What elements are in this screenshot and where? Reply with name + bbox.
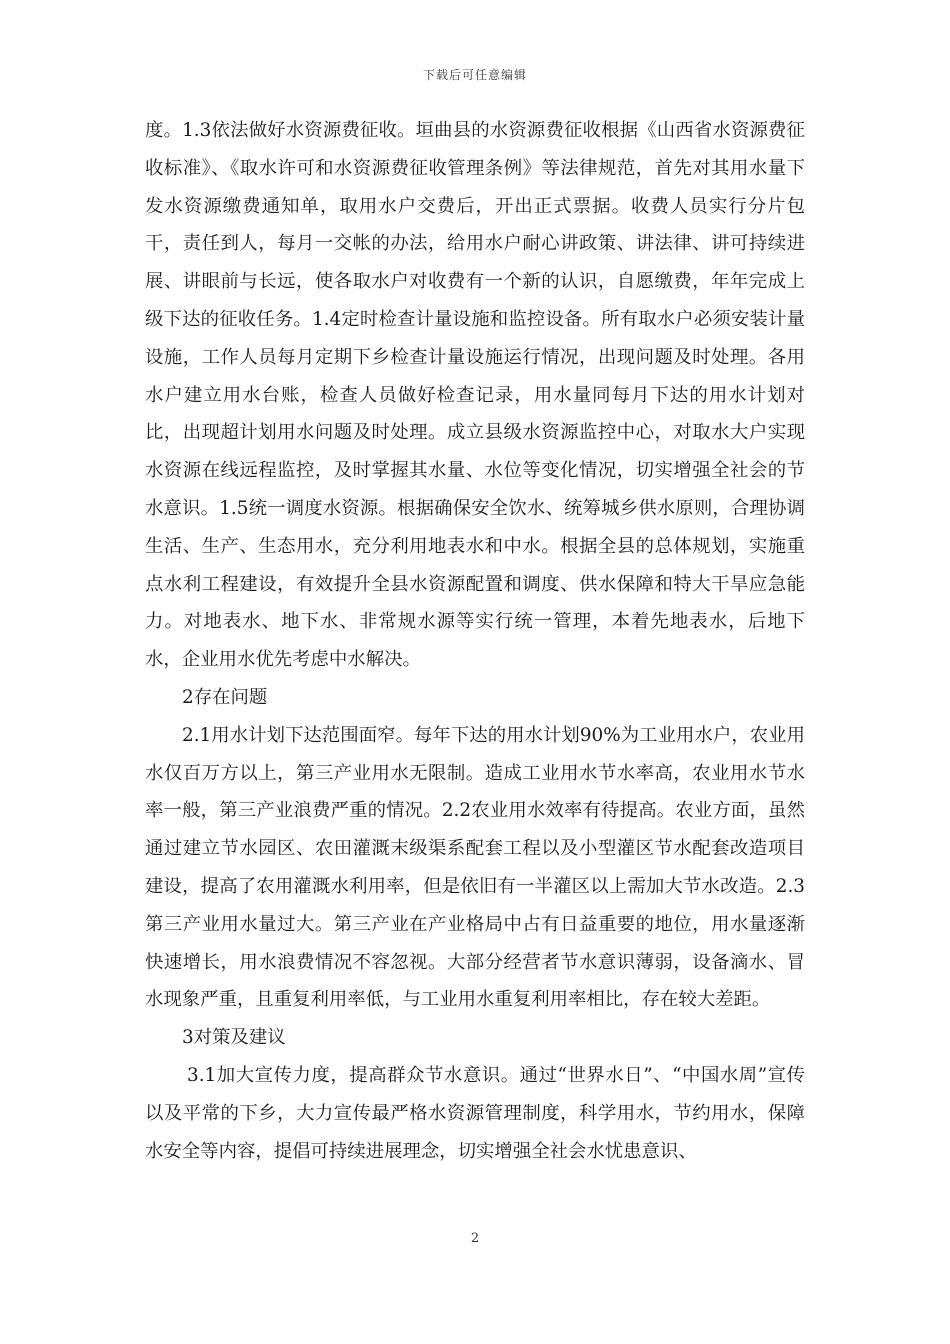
paragraph-section-2: 2.1用水计划下达范围面窄。每年下达的用水计划90%为工业用水户，农业用水仅百万方以上，第三产业用水无限制。造成工业用水节水率高，农业用水节水率一般，第三产业浪费严重的情况。2.2农业用水效率有待提高。农业方面，虽然通过建立节水园区、农田灌溉末级渠系配套工程以及小型灌区节水配套改造项目建设，提高了农用灌溉水利用率，但是依旧有一半灌区以上需加大节水改造。2.3第三产业用水量过大。第三产业在产业格局中占有日益重要的地位，用水量逐渐快速增长，用水浪费情况不容忽视。大部分经营者节水意识薄弱，设备滴水、冒水现象严重，且重复利用率低，与工业用水重复利用率相比，存在较大差距。 [145,724,805,1011]
paragraph-section-1-continued: 度。1.3依法做好水资源费征收。垣曲县的水资源费征收根据《山西省水资源费征收标准》、《取水许可和水资源费征收管理条例》等法律规范，首先对其用水量下发水资源缴费通知单，取用水户交费后，开出正式票据。收费人员实行分片包干，责任到人，每月一交帐的办法，给用水户耐心讲政策、讲法律、讲可持续进展、讲眼前与长远，使各取水户对收费有一个新的认识，自愿缴费，年年完成上级下达的征收任务。1.4定时检查计量设施和监控设备。所有取水户必须安装计量设施，工作人员每月定期下乡检查计量设施运行情况，出现问题及时处理。各用水户建立用水台账，检查人员做好检查记录，用水量同每月下达的用水计划对比，出现超计划用水问题及时处理。成立县级水资源监控中心，对取水大户实现水资源在线远程监控，及时掌握其水量、水位等变化情况，切实增强全社会的节水意识。1.5统一调度水资源。根据确保安全饮水、统筹城乡供水原则，合理协调生活、生产、生态用水，充分利用地表水和中水。根据全县的总体规划，实施重点水利工程建设，有效提升全县水资源配置和调度、供水保障和特大干旱应急能力。对地表水、地下水、非常规水源等实行统一管理，本着先地表水，后地下水，企业用水优先考虑中水解决。 [145,120,805,671]
document-body [145,112,805,1170]
section-heading-problems: 2存在问题 [182,686,268,708]
paragraph-section-3: 3.1加大宣传力度，提高群众节水意识。通过“世界水日”、“中国水周”宣传以及平常的下乡，大力宣传最严格水资源管理制度，科学用水，节约用水，保障水安全等内容，提倡可持续进展理念，切实增强全社会水忧患意识、 [145,1064,805,1162]
section-heading-countermeasures: 3对策及建议 [182,1027,286,1049]
page-number: 2 [470,1231,480,1246]
page-header: 下载后可任意编辑 [422,68,527,82]
